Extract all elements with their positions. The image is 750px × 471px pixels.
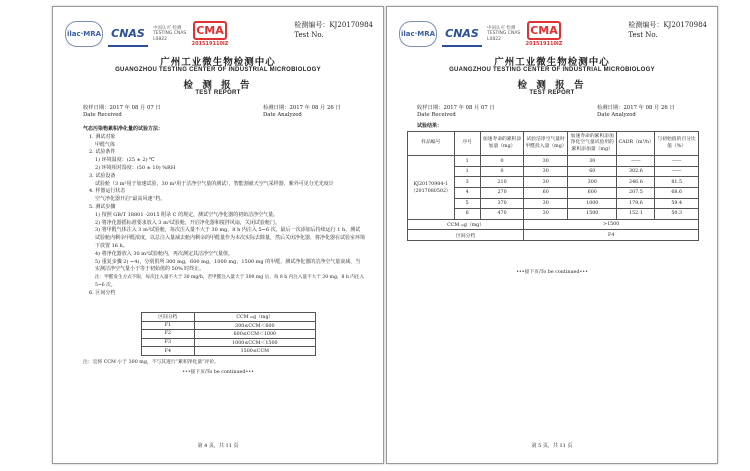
results-table-cell: 210	[480, 177, 524, 188]
report-dates	[83, 105, 369, 125]
date-received: 收样日期：2017 年 08 月 07 日 Date Received	[83, 105, 161, 118]
results-table-cell: 0	[480, 156, 524, 167]
results-table-cell: 270	[480, 188, 524, 199]
ilac-mra-logo: ilac·MRA	[65, 21, 103, 47]
results-table-cell: 207.5	[617, 188, 655, 199]
results-table-cell: 246.6	[617, 177, 655, 188]
grade-table-row	[142, 347, 316, 356]
grade-table-header: 区间分档 CCM ₘg（mg）	[142, 313, 316, 322]
accreditation-logos	[65, 17, 228, 51]
results-table-cell: 3	[454, 177, 480, 188]
results-table-cell: 1500	[568, 209, 617, 220]
method-line: 5) 重复步骤 2) ~4)，分别供所 300 mg，600 mg，1000 mg，1500 mg 的甲醛，测试净化器的洁净空气量衰减，当实测洁净空气量小于等于初始值的 50% 时终止。	[95, 258, 361, 273]
results-table-cell: 1000	[568, 198, 617, 209]
results-table-cell: 300	[568, 177, 617, 188]
grade-table-cell: 600≤CCM＜1000	[194, 330, 315, 339]
page-number: 第 4 页，共 11 页	[197, 443, 239, 449]
cnas-logo: CNAS	[442, 21, 482, 47]
grade-label: 区间分档	[408, 230, 524, 241]
test-method-text	[83, 126, 365, 298]
method-line: 空气净化器开启“最高风速”档。	[95, 196, 166, 203]
results-table-cell: 0	[480, 166, 524, 177]
results-table-cell: 470	[480, 209, 524, 220]
method-line: 3) 将甲醛气体注入 3 m³试验舱，每次注入量不大于 30 mg，8 h 内注入 5~6 次，最后一次添加后持续运行 1 h，测试试验舱内剩余甲醛浓度，以总注入量减去舱内剩余的甲醛量作为本次实际去除量，然后关闭净化器，将净化器在试验室环境下放置 16 h。	[95, 227, 366, 249]
grade-table-cell: F4	[142, 347, 195, 356]
grade-summary-row	[408, 230, 699, 241]
report-title-en: TEST REPORT	[529, 90, 575, 96]
section-title: 气态污染物累积净化量的试验方法：	[83, 126, 164, 132]
results-table-cell: ——	[655, 156, 699, 167]
results-table-cell: ——	[655, 166, 699, 177]
grade-table-row	[142, 321, 316, 330]
ccm-summary-row	[408, 219, 699, 230]
grade-table-cell: 1000≤CCM＜1500	[194, 338, 315, 347]
report-dates	[417, 105, 703, 125]
accreditation-logos	[399, 17, 562, 51]
results-table-cell: 30	[524, 166, 568, 177]
page-number: 第 5 页，共 11 页	[531, 443, 573, 449]
results-table-cell: 152.1	[617, 209, 655, 220]
report-title-cn: 检 测 报 告	[517, 80, 587, 91]
grade-table-cell: F3	[142, 338, 195, 347]
center-name-en: GUANGZHOU TESTING CENTER OF INDUSTRIAL MICROBIOLOGY	[115, 67, 321, 73]
method-line: 4) 将净化器放入 30 m³试验舱内，再次测定其洁净空气量值。	[95, 250, 234, 257]
results-table-header	[408, 132, 699, 156]
col-accum-added: 加速寿命的累积添加量（mg）	[480, 132, 524, 156]
results-table-cell: 81.5	[655, 177, 699, 188]
method-line: 注：甲醛发生方式不限，每次注入量不大于 30 mg/h，若甲醛注入量大于 300 mg 后，每 8 h 内注入量不大于 30 mg，8 h 内注入 5~6 次。	[95, 275, 365, 288]
col-sample-id: 样品编号	[408, 132, 455, 156]
results-table-cell: 302.6	[617, 166, 655, 177]
method-steps	[83, 134, 365, 298]
method-line: 1) 按照 GB/T 18801 -2015 附录 C 的规定，测试空气净化器的初始洁净空气量。	[95, 211, 279, 218]
results-table-cell: 68.6	[655, 188, 699, 199]
report-title-en: TEST REPORT	[195, 90, 241, 96]
grade-table-cell: F1	[142, 321, 195, 330]
report-number: 检测编号：KJ20170984 Test No.	[628, 21, 707, 39]
results-table-cell: 370	[480, 198, 524, 209]
ilac-mra-logo: ilac·MRA	[399, 21, 437, 47]
method-line: 4. 样器运行状态	[89, 188, 126, 195]
results-table-cell: 59.4	[655, 198, 699, 209]
results-table-cell: 4	[454, 188, 480, 199]
date-received: 收样日期：2017 年 08 月 07 日 Date Received	[417, 105, 495, 118]
cnas-logo-text: 中国认可 检测 TESTING CNAS L0822	[487, 25, 521, 42]
results-table-cell: ——	[617, 156, 655, 167]
cnas-logo: CNAS	[108, 21, 148, 47]
center-name-cn: 广州工业微生物检测中心	[494, 57, 610, 68]
method-line: 2) 将净化器摇标准要求放入 3 m³试验舱，开启净化器和搅拌风扇，关闭试验舱门。	[95, 219, 280, 226]
results-table-cell: 1	[454, 166, 480, 177]
report-page-5	[386, 6, 718, 464]
results-table-cell: 5	[454, 198, 480, 209]
results-table-cell: 600	[568, 188, 617, 199]
col-seq: 序号	[454, 132, 480, 156]
results-table-cell: 6	[454, 209, 480, 220]
date-analyzed: 检测日期：2017 年 08 月 26 日 Date Analyzed	[263, 105, 341, 118]
center-name-en: GUANGZHOU TESTING CENTER OF INDUSTRIAL MICROBIOLOGY	[449, 67, 655, 73]
results-table-cell: 30	[524, 209, 568, 220]
date-analyzed: 检测日期：2017 年 08 月 26 日 Date Analyzed	[597, 105, 675, 118]
results-table-cell: 30	[524, 177, 568, 188]
report-title-cn: 检 测 报 告	[183, 80, 253, 91]
results-table-cell: 1	[454, 156, 480, 167]
ccm-value: >1500	[524, 219, 699, 230]
method-line: 1. 测试对象	[89, 133, 116, 140]
results-table-cell: 30	[568, 156, 617, 167]
grade-table-row	[142, 338, 316, 347]
grade-value: F4	[524, 230, 699, 241]
report-number: 检测编号：KJ20170984 Test No.	[294, 21, 373, 39]
report-page-4	[52, 6, 384, 464]
col-accum-test: 加速寿命的累积添加净化空气量试验用的累积添加量（mg）	[568, 132, 617, 156]
method-line: 5. 测试步骤	[89, 203, 116, 210]
col-percent: 与初始值的百分比值（%）	[655, 132, 699, 156]
col-formaldehyde-input: 试验洁净空气量时甲醛投入量（mg）	[524, 132, 568, 156]
results-table-cell: 30	[524, 198, 568, 209]
results-table-cell: 30	[524, 156, 568, 167]
ccm-label: CCM ₘg（mg）	[408, 219, 524, 230]
continued-note: •••接下页/To be continued•••	[182, 370, 254, 375]
grade-table	[141, 312, 316, 356]
method-line: 2) 环境相对湿度：(50 ± 10) %RH	[95, 164, 176, 171]
grade-table-cell: 300≤CCM＜600	[194, 321, 315, 330]
results-title: 试验结果：	[417, 123, 443, 129]
results-table	[407, 131, 699, 241]
results-table-cell: 50.3	[655, 209, 699, 220]
method-line: 3. 试验设备	[89, 172, 116, 179]
cma-logo: CMA 201519110IZ	[192, 21, 228, 47]
results-table-cell: 60	[568, 166, 617, 177]
method-line: 试验舱（3 m³用于加速试验，30 m³用于洁净空气量的测试），智能割就天空气采样器，紫外可见分光光度计	[95, 180, 334, 187]
method-line: 甲醛气体	[95, 141, 116, 148]
method-line: 2. 试验条件	[89, 149, 116, 156]
grade-table-cell: F2	[142, 330, 195, 339]
method-line: 1) 环境温度：(25 ± 2) ℃	[95, 157, 155, 164]
cnas-logo-text: 中国认可 检测 TESTING CNAS L0822	[153, 25, 187, 42]
results-table-cell: 60	[524, 188, 568, 199]
grade-table-row	[142, 330, 316, 339]
center-name-cn: 广州工业微生物检测中心	[160, 57, 276, 68]
sample-id-cell: KJ20170984-1 （2017080502）	[408, 156, 455, 220]
footnote: 注：宜将 CCM 小于 300 mg，不与其进行“累积净化量”评价。	[83, 360, 219, 365]
method-line: 6. 区间分档	[89, 289, 116, 296]
cma-logo: CMA 201519110IZ	[526, 21, 562, 47]
grade-table-cell: 1500≤CCM	[194, 347, 315, 356]
col-cadr: CADR（m³/h）	[617, 132, 655, 156]
results-table-cell: 179.6	[617, 198, 655, 209]
continued-note: •••接下页/To be continued•••	[516, 270, 588, 275]
results-table-row	[408, 156, 699, 167]
